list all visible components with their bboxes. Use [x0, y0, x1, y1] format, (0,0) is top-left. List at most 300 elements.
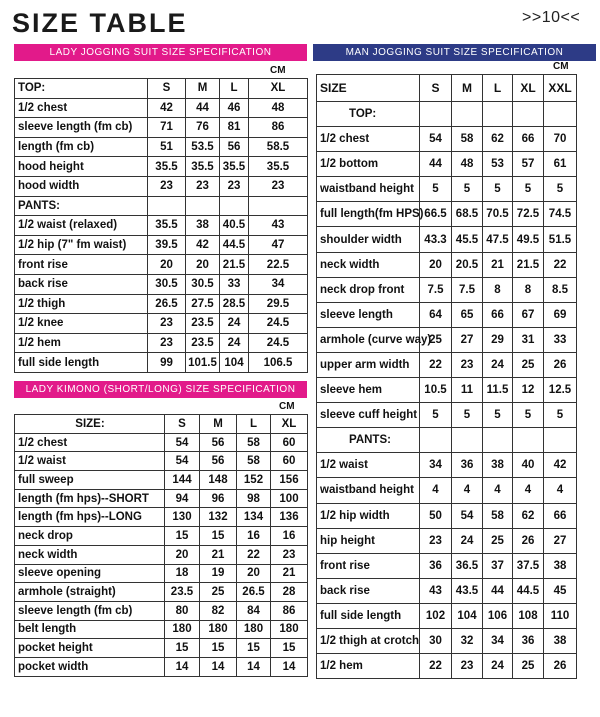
- size-value-cell: 54: [452, 503, 483, 528]
- lady-kimono-row: [15, 508, 308, 527]
- size-value-cell: 102: [420, 603, 452, 628]
- size-value-cell: 15: [271, 639, 308, 658]
- size-value-cell: 58: [483, 503, 513, 528]
- size-value-cell: 70.5: [483, 202, 513, 227]
- size-value-cell: 21.5: [220, 255, 249, 275]
- row-label: armhole (straight): [15, 583, 165, 602]
- lady-suit-row: [15, 235, 308, 255]
- lady-kimono-row: [15, 620, 308, 639]
- row-label: waistband height: [317, 478, 420, 503]
- size-value-cell: 23: [420, 528, 452, 553]
- man-suit-row: [317, 403, 577, 428]
- size-value-cell: 5: [452, 403, 483, 428]
- size-value-cell: 47: [249, 235, 308, 255]
- man-suit-row: [317, 503, 577, 528]
- man-suit-row: [317, 453, 577, 478]
- size-value-cell: 82: [200, 601, 237, 620]
- man-suit-row: [317, 75, 577, 102]
- row-label: 1/2 thigh: [15, 294, 148, 314]
- size-value-cell: 44: [186, 98, 220, 118]
- size-value-cell: 37: [483, 553, 513, 578]
- size-value-cell: 80: [165, 601, 200, 620]
- size-value-cell: [513, 102, 544, 127]
- size-value-cell: 5: [483, 403, 513, 428]
- row-label: 1/2 waist: [15, 452, 165, 471]
- size-value-cell: [544, 102, 577, 127]
- row-label: shoulder width: [317, 227, 420, 252]
- size-value-cell: [420, 428, 452, 453]
- size-value-cell: 180: [271, 620, 308, 639]
- size-value-cell: 62: [483, 127, 513, 152]
- size-value-cell: 26: [513, 528, 544, 553]
- size-value-cell: 43: [249, 216, 308, 236]
- size-value-cell: 25: [200, 583, 237, 602]
- size-value-cell: 68.5: [452, 202, 483, 227]
- man-suit-row: [317, 327, 577, 352]
- page-number: >>10<<: [522, 9, 581, 26]
- man-suit-row: [317, 277, 577, 302]
- size-value-cell: 42: [544, 453, 577, 478]
- size-value-cell: 14: [165, 657, 200, 676]
- size-value-cell: 5: [420, 403, 452, 428]
- man-suit-row: [317, 428, 577, 453]
- row-label: PANTS:: [15, 196, 148, 216]
- row-label: SIZE: [317, 75, 420, 102]
- size-value-cell: 20: [165, 545, 200, 564]
- size-value-cell: 43.3: [420, 227, 452, 252]
- size-value-cell: 104: [452, 603, 483, 628]
- size-value-cell: 71: [148, 118, 186, 138]
- size-value-cell: 24.5: [249, 314, 308, 334]
- row-label: hip height: [317, 528, 420, 553]
- size-value-cell: 65: [452, 302, 483, 327]
- size-value-cell: 21.5: [513, 252, 544, 277]
- size-value-cell: 180: [165, 620, 200, 639]
- row-label: sleeve length: [317, 302, 420, 327]
- size-value-cell: 38: [544, 553, 577, 578]
- size-value-cell: 24: [452, 528, 483, 553]
- size-value-cell: 5: [483, 177, 513, 202]
- size-value-cell: 22: [237, 545, 271, 564]
- size-value-cell: 44.5: [513, 578, 544, 603]
- man-suit-table: [316, 74, 577, 679]
- size-value-cell: 56: [200, 452, 237, 471]
- row-label: 1/2 chest: [15, 98, 148, 118]
- size-value-cell: 44: [420, 152, 452, 177]
- size-value-cell: 36: [452, 453, 483, 478]
- size-value-cell: 25: [513, 352, 544, 377]
- size-value-cell: 5: [544, 177, 577, 202]
- row-label: neck width: [15, 545, 165, 564]
- size-value-cell: 14: [200, 657, 237, 676]
- size-value-cell: 62: [513, 503, 544, 528]
- size-value-cell: 57: [513, 152, 544, 177]
- man-suit-row: [317, 227, 577, 252]
- size-value-cell: 58.5: [249, 137, 308, 157]
- size-value-cell: 40: [513, 453, 544, 478]
- size-value-cell: L: [483, 75, 513, 102]
- man-suit-unit: CM: [553, 61, 569, 72]
- size-value-cell: 86: [271, 601, 308, 620]
- size-value-cell: 26: [544, 352, 577, 377]
- row-label: neck drop front: [317, 277, 420, 302]
- size-value-cell: 38: [186, 216, 220, 236]
- size-value-cell: 23.5: [165, 583, 200, 602]
- row-label: full length(fm HPS): [317, 202, 420, 227]
- size-value-cell: 24: [483, 654, 513, 679]
- size-value-cell: 19: [200, 564, 237, 583]
- size-value-cell: M: [452, 75, 483, 102]
- size-value-cell: 31: [513, 327, 544, 352]
- lady-kimono-row: [15, 415, 308, 434]
- size-value-cell: 43.5: [452, 578, 483, 603]
- size-value-cell: 26: [544, 654, 577, 679]
- row-label: 1/2 knee: [15, 314, 148, 334]
- size-value-cell: 12: [513, 378, 544, 403]
- size-value-cell: 34: [483, 628, 513, 653]
- size-value-cell: 34: [249, 274, 308, 294]
- lady-suit-row: [15, 274, 308, 294]
- size-value-cell: 67: [513, 302, 544, 327]
- size-value-cell: 24: [483, 352, 513, 377]
- row-label: 1/2 hip (7" fm waist): [15, 235, 148, 255]
- row-label: sleeve cuff height: [317, 403, 420, 428]
- lady-suit-row: [15, 196, 308, 216]
- size-value-cell: 26.5: [148, 294, 186, 314]
- size-value-cell: 29: [483, 327, 513, 352]
- size-value-cell: XXL: [544, 75, 577, 102]
- size-value-cell: 36.5: [452, 553, 483, 578]
- size-value-cell: 21: [271, 564, 308, 583]
- row-label: 1/2 bottom: [317, 152, 420, 177]
- size-value-cell: 24: [220, 314, 249, 334]
- size-value-cell: 66.5: [420, 202, 452, 227]
- size-value-cell: 7.5: [452, 277, 483, 302]
- row-label: pocket height: [15, 639, 165, 658]
- size-value-cell: 15: [200, 527, 237, 546]
- size-value-cell: M: [186, 79, 220, 99]
- size-value-cell: 8: [483, 277, 513, 302]
- size-value-cell: 51.5: [544, 227, 577, 252]
- size-value-cell: 25: [420, 327, 452, 352]
- lady-kimono-row: [15, 471, 308, 490]
- row-label: armhole (curve way): [317, 327, 420, 352]
- size-value-cell: 20: [186, 255, 220, 275]
- size-value-cell: 5: [420, 177, 452, 202]
- size-value-cell: 22.5: [249, 255, 308, 275]
- size-value-cell: 27: [544, 528, 577, 553]
- row-label: full side length: [317, 603, 420, 628]
- size-value-cell: 156: [271, 471, 308, 490]
- size-value-cell: 70: [544, 127, 577, 152]
- size-value-cell: 53: [483, 152, 513, 177]
- row-label: back rise: [317, 578, 420, 603]
- lady-suit-row: [15, 216, 308, 236]
- size-value-cell: 15: [165, 639, 200, 658]
- size-value-cell: [249, 196, 308, 216]
- size-value-cell: 20: [420, 252, 452, 277]
- row-label: hood height: [15, 157, 148, 177]
- size-value-cell: 98: [237, 489, 271, 508]
- size-value-cell: [483, 102, 513, 127]
- size-value-cell: 74.5: [544, 202, 577, 227]
- size-value-cell: 23: [148, 314, 186, 334]
- size-value-cell: 15: [200, 639, 237, 658]
- row-label: full sweep: [15, 471, 165, 490]
- lady-kimono-row: [15, 527, 308, 546]
- size-value-cell: 66: [544, 503, 577, 528]
- row-label: front rise: [317, 553, 420, 578]
- size-value-cell: 33: [220, 274, 249, 294]
- size-value-cell: 106.5: [249, 353, 308, 373]
- row-label: TOP:: [15, 79, 148, 99]
- size-value-cell: 180: [237, 620, 271, 639]
- size-value-cell: XL: [271, 415, 308, 434]
- lady-kimono-banner: LADY KIMONO (SHORT/LONG) SIZE SPECIFICATION: [14, 381, 307, 398]
- man-suit-row: [317, 478, 577, 503]
- size-value-cell: L: [220, 79, 249, 99]
- size-value-cell: 101.5: [186, 353, 220, 373]
- size-value-cell: 5: [513, 403, 544, 428]
- size-value-cell: 56: [200, 433, 237, 452]
- lady-kimono-unit: CM: [279, 401, 295, 412]
- lady-kimono-row: [15, 639, 308, 658]
- page-title: SIZE TABLE: [12, 8, 188, 38]
- row-label: hood width: [15, 176, 148, 196]
- size-value-cell: 22: [544, 252, 577, 277]
- man-suit-row: [317, 628, 577, 653]
- size-value-cell: [452, 428, 483, 453]
- size-value-cell: 24: [220, 333, 249, 353]
- row-label: full side length: [15, 353, 148, 373]
- size-value-cell: 45: [544, 578, 577, 603]
- man-suit-row: [317, 654, 577, 679]
- size-value-cell: 28: [271, 583, 308, 602]
- lady-suit-row: [15, 137, 308, 157]
- size-value-cell: 22: [420, 654, 452, 679]
- size-value-cell: [148, 196, 186, 216]
- size-value-cell: 45.5: [452, 227, 483, 252]
- man-suit-row: [317, 603, 577, 628]
- size-value-cell: 12.5: [544, 378, 577, 403]
- lady-suit-row: [15, 157, 308, 177]
- size-value-cell: 5: [452, 177, 483, 202]
- size-value-cell: 84: [237, 601, 271, 620]
- size-value-cell: 8: [513, 277, 544, 302]
- size-value-cell: 56: [220, 137, 249, 157]
- size-value-cell: 4: [420, 478, 452, 503]
- size-value-cell: 30: [420, 628, 452, 653]
- size-value-cell: 48: [249, 98, 308, 118]
- row-label: length (fm hps)--LONG: [15, 508, 165, 527]
- size-value-cell: [420, 102, 452, 127]
- size-value-cell: 54: [420, 127, 452, 152]
- row-label: sleeve hem: [317, 378, 420, 403]
- lady-suit-banner: LADY JOGGING SUIT SIZE SPECIFICATION: [14, 44, 307, 61]
- row-label: 1/2 chest: [317, 127, 420, 152]
- size-value-cell: 35.5: [148, 216, 186, 236]
- size-value-cell: 16: [271, 527, 308, 546]
- size-value-cell: 130: [165, 508, 200, 527]
- size-value-cell: 20.5: [452, 252, 483, 277]
- size-value-cell: 11: [452, 378, 483, 403]
- size-value-cell: 28.5: [220, 294, 249, 314]
- size-value-cell: 27.5: [186, 294, 220, 314]
- size-value-cell: [483, 428, 513, 453]
- size-value-cell: 58: [237, 433, 271, 452]
- size-value-cell: 58: [237, 452, 271, 471]
- size-value-cell: 54: [165, 433, 200, 452]
- size-value-cell: 32: [452, 628, 483, 653]
- size-value-cell: 136: [271, 508, 308, 527]
- row-label: waistband height: [317, 177, 420, 202]
- size-value-cell: 21: [200, 545, 237, 564]
- size-value-cell: L: [237, 415, 271, 434]
- size-value-cell: XL: [513, 75, 544, 102]
- lady-kimono-row: [15, 433, 308, 452]
- man-suit-row: [317, 352, 577, 377]
- size-value-cell: 23: [186, 176, 220, 196]
- size-value-cell: 100: [271, 489, 308, 508]
- size-value-cell: 11.5: [483, 378, 513, 403]
- size-value-cell: 5: [544, 403, 577, 428]
- size-value-cell: 42: [148, 98, 186, 118]
- row-label: neck drop: [15, 527, 165, 546]
- size-value-cell: 54: [165, 452, 200, 471]
- size-value-cell: 25: [483, 528, 513, 553]
- size-value-cell: 4: [452, 478, 483, 503]
- size-value-cell: 94: [165, 489, 200, 508]
- row-label: SIZE:: [15, 415, 165, 434]
- size-value-cell: XL: [249, 79, 308, 99]
- row-label: 1/2 chest: [15, 433, 165, 452]
- size-value-cell: 38: [483, 453, 513, 478]
- man-suit-row: [317, 553, 577, 578]
- lady-suit-row: [15, 98, 308, 118]
- size-value-cell: 33: [544, 327, 577, 352]
- size-value-cell: 37.5: [513, 553, 544, 578]
- row-label: pocket width: [15, 657, 165, 676]
- lady-suit-table: [14, 78, 308, 373]
- size-value-cell: [544, 428, 577, 453]
- size-value-cell: 72.5: [513, 202, 544, 227]
- size-value-cell: 42: [186, 235, 220, 255]
- row-label: front rise: [15, 255, 148, 275]
- size-value-cell: 10.5: [420, 378, 452, 403]
- size-value-cell: 26.5: [237, 583, 271, 602]
- lady-suit-row: [15, 79, 308, 99]
- row-label: sleeve opening: [15, 564, 165, 583]
- size-value-cell: M: [200, 415, 237, 434]
- lady-kimono-row: [15, 452, 308, 471]
- size-value-cell: 23: [249, 176, 308, 196]
- row-label: PANTS:: [317, 428, 420, 453]
- size-value-cell: 16: [237, 527, 271, 546]
- size-value-cell: 36: [513, 628, 544, 653]
- size-value-cell: 46: [220, 98, 249, 118]
- size-value-cell: 69: [544, 302, 577, 327]
- size-value-cell: 110: [544, 603, 577, 628]
- size-value-cell: 180: [200, 620, 237, 639]
- lady-suit-row: [15, 353, 308, 373]
- size-value-cell: 22: [420, 352, 452, 377]
- size-value-cell: 14: [237, 657, 271, 676]
- lady-suit-row: [15, 255, 308, 275]
- row-label: sleeve length (fm cb): [15, 118, 148, 138]
- size-value-cell: 60: [271, 452, 308, 471]
- size-value-cell: 4: [544, 478, 577, 503]
- size-value-cell: 5: [513, 177, 544, 202]
- row-label: belt length: [15, 620, 165, 639]
- size-value-cell: 7.5: [420, 277, 452, 302]
- row-label: TOP:: [317, 102, 420, 127]
- size-value-cell: 4: [513, 478, 544, 503]
- size-value-cell: 104: [220, 353, 249, 373]
- size-value-cell: 86: [249, 118, 308, 138]
- size-value-cell: 40.5: [220, 216, 249, 236]
- size-value-cell: 14: [271, 657, 308, 676]
- man-suit-row: [317, 152, 577, 177]
- size-value-cell: [513, 428, 544, 453]
- row-label: 1/2 hem: [15, 333, 148, 353]
- size-value-cell: 35.5: [186, 157, 220, 177]
- lady-suit-row: [15, 118, 308, 138]
- size-value-cell: 24.5: [249, 333, 308, 353]
- size-value-cell: 23: [452, 352, 483, 377]
- size-value-cell: 44: [483, 578, 513, 603]
- size-value-cell: 76: [186, 118, 220, 138]
- row-label: length (fm cb): [15, 137, 148, 157]
- row-label: 1/2 waist: [317, 453, 420, 478]
- size-value-cell: 23: [220, 176, 249, 196]
- size-value-cell: 148: [200, 471, 237, 490]
- man-suit-row: [317, 302, 577, 327]
- size-value-cell: S: [165, 415, 200, 434]
- size-value-cell: 30.5: [186, 274, 220, 294]
- size-value-cell: 29.5: [249, 294, 308, 314]
- size-value-cell: 15: [237, 639, 271, 658]
- lady-suit-unit: CM: [270, 65, 286, 76]
- lady-kimono-row: [15, 564, 308, 583]
- size-value-cell: 49.5: [513, 227, 544, 252]
- lady-kimono-row: [15, 601, 308, 620]
- lady-kimono-row: [15, 489, 308, 508]
- size-value-cell: 36: [420, 553, 452, 578]
- size-value-cell: 23: [148, 176, 186, 196]
- size-value-cell: 48: [452, 152, 483, 177]
- man-suit-row: [317, 177, 577, 202]
- size-value-cell: 99: [148, 353, 186, 373]
- size-value-cell: 60: [271, 433, 308, 452]
- size-value-cell: 35.5: [220, 157, 249, 177]
- man-suit-row: [317, 528, 577, 553]
- size-value-cell: 96: [200, 489, 237, 508]
- size-value-cell: 25: [513, 654, 544, 679]
- size-value-cell: 35.5: [249, 157, 308, 177]
- row-label: 1/2 waist (relaxed): [15, 216, 148, 236]
- size-value-cell: 144: [165, 471, 200, 490]
- size-value-cell: 35.5: [148, 157, 186, 177]
- row-label: 1/2 hip width: [317, 503, 420, 528]
- man-suit-row: [317, 102, 577, 127]
- size-value-cell: 20: [148, 255, 186, 275]
- lady-kimono-row: [15, 545, 308, 564]
- size-value-cell: 23: [271, 545, 308, 564]
- row-label: upper arm width: [317, 352, 420, 377]
- row-label: 1/2 thigh at crotch: [317, 628, 420, 653]
- size-value-cell: 108: [513, 603, 544, 628]
- size-value-cell: 21: [483, 252, 513, 277]
